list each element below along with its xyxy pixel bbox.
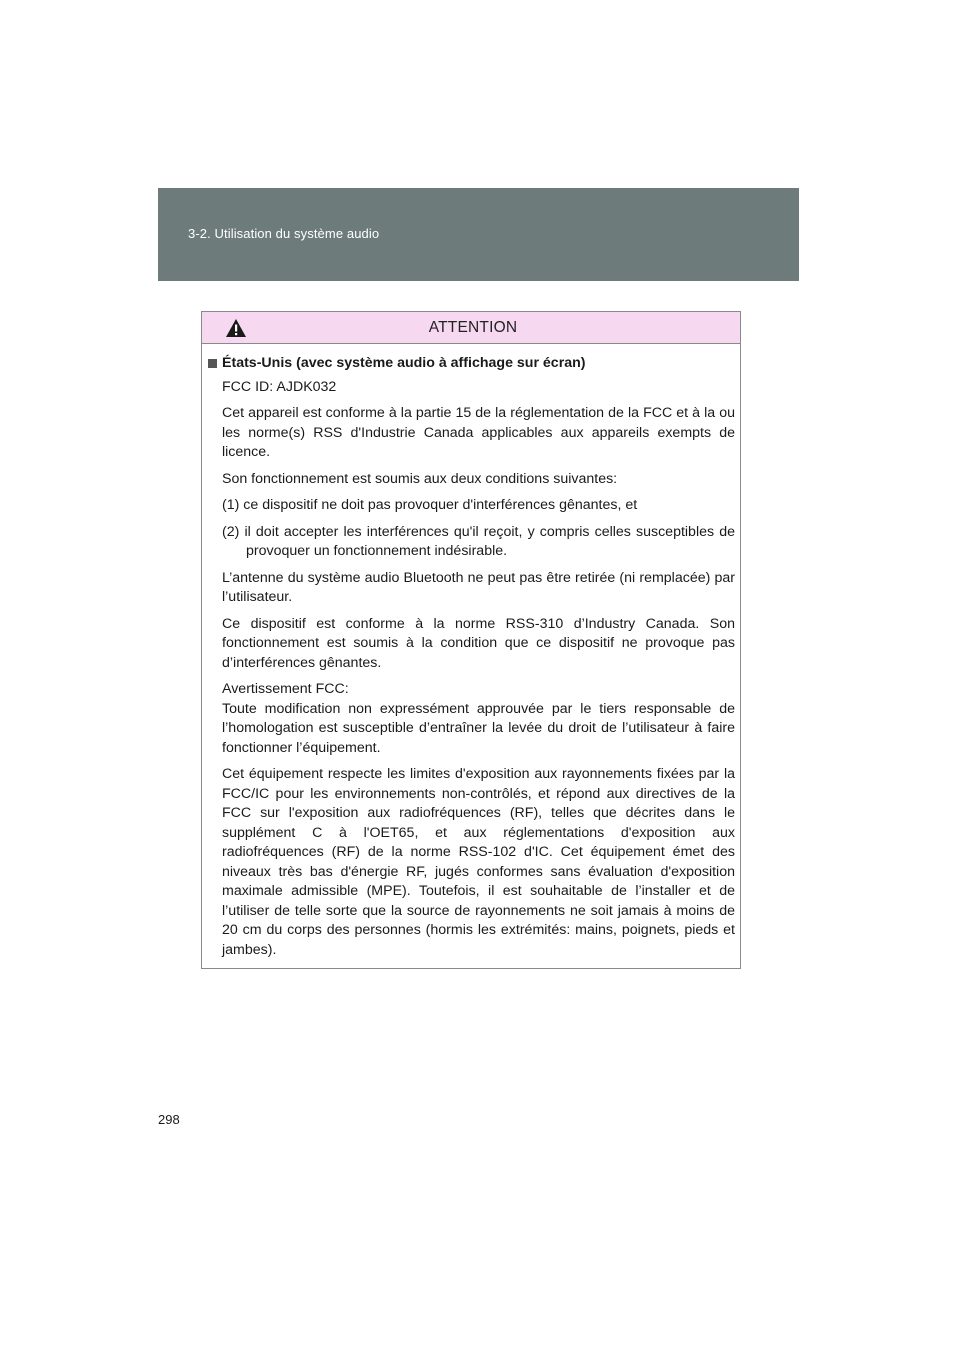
antenna-paragraph: L’antenne du système audio Bluetooth ne peut pas être retirée (ni remplacée) par l’utilisateur. bbox=[222, 569, 735, 605]
square-bullet-icon bbox=[208, 359, 217, 368]
fcc-id-paragraph: FCC ID: AJDK032 bbox=[222, 378, 337, 395]
warning-heading bbox=[208, 354, 735, 374]
warning-header bbox=[202, 312, 740, 344]
section-title: 3-2. Utilisation du système audio bbox=[188, 226, 380, 241]
condition-1-paragraph: (1) ce dispositif ne doit pas provoquer d'interférences gênantes, et bbox=[222, 497, 638, 513]
warning-triangle-icon bbox=[225, 318, 247, 338]
section-header-band bbox=[158, 188, 799, 281]
warning-heading-text: États-Unis (avec système audio à affichage sur écran) bbox=[222, 355, 586, 371]
condition-2-paragraph: (2) il doit accepter les interférences qu'il reçoit, y compris celles susceptibles de provoquer un fonctionnement indésirable. bbox=[222, 523, 735, 559]
fcc-warning-label: Avertissement FCC: bbox=[222, 681, 349, 697]
compliance-paragraph: Cet appareil est conforme à la partie 15 de la réglementation de la FCC et à la ou les norme(s) RSS d'Industrie Canada applicables aux appareils exempts de licence. bbox=[222, 405, 735, 460]
rss310-paragraph: Ce dispositif est conforme à la norme RSS-310 d’Industry Canada. Son fonctionnement est soumis à la condition que ce dispositif ne provoque pas d’interférences gênantes. bbox=[222, 615, 735, 671]
conditions-intro-paragraph: Son fonctionnement est soumis aux deux conditions suivantes: bbox=[222, 470, 618, 487]
warning-box bbox=[201, 311, 741, 969]
modification-paragraph: Toute modification non expressément approuvée par le tiers responsable de l’homologation est susceptible d’entraîner la levée du droit de l’utilisateur à faire fonctionner l’équipement. bbox=[222, 700, 735, 756]
page-number: 298 bbox=[158, 1112, 180, 1127]
warning-body bbox=[202, 344, 740, 960]
warning-title: ATTENTION bbox=[428, 318, 518, 336]
rf-exposure-paragraph: Cet équipement respecte les limites d'exposition aux rayonnements fixées par la FCC/IC pour les environnements non-contrôlés, et répond aux directives de la FCC sur l'exposition aux radiofréquences (RF), telles que décrites dans le supplément C à l'OET65, et aux réglementations d'exposition aux radiofréquences (RF) de la norme RSS-102 d'IC. Cet équipement émet des niveaux très bas d'énergie RF, jugés conformes sans évaluation d'exposition maximale admissible (MPE). Toutefois, il est souhaitable de l’installer et de l’utiliser de telle sorte que la source de rayonnements ne soit jamais à moins de 20 cm du corps des personnes (hormis les extrémités: mains, poignets, pieds et jambes). bbox=[222, 766, 735, 958]
